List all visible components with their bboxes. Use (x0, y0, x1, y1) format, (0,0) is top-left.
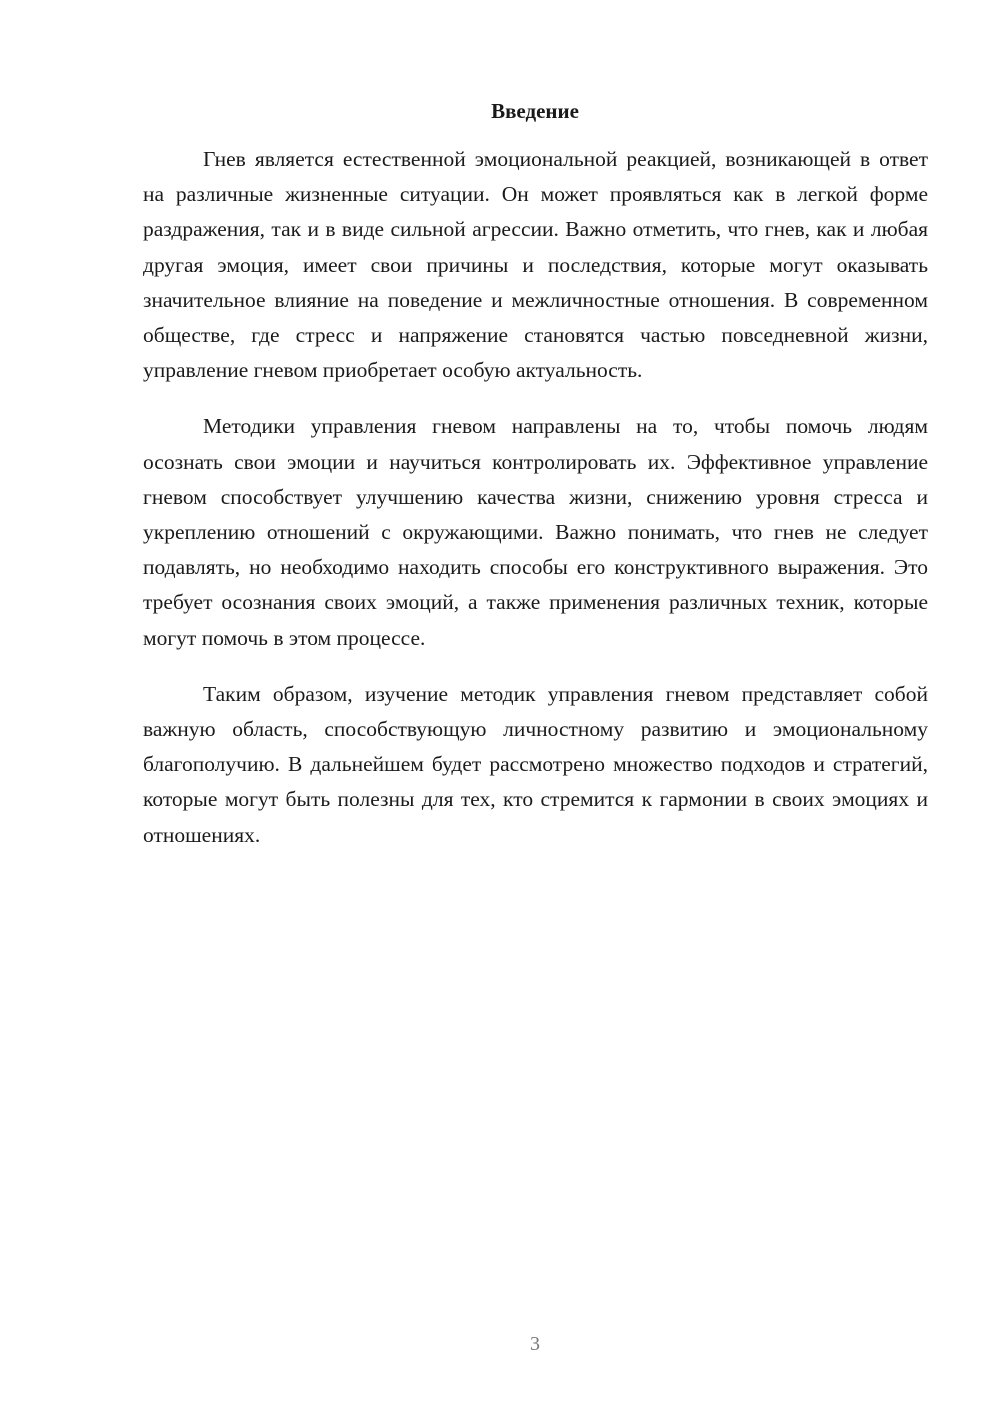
paragraph-1: Гнев является естественной эмоциональной реакцией, возникающей в ответ на различные жизненные ситуации. Он может проявляться как в легкой форме раздражения, так и в виде сильной агрессии. Важно отметить, что гнев, как и любая другая эмоция, имеет свои причины и последствия, которые могут оказывать значительное влияние на поведение и межличностные отношения. В современном обществе, где стресс и напряжение становятся частью повседневной жизни, управление гневом приобретает особую актуальность. (143, 147, 928, 383)
page-number: 3 (530, 1333, 540, 1355)
paragraph-3: Таким образом, изучение методик управления гневом представляет собой важную область, способствующую личностному развитию и эмоциональному благополучию. В дальнейшем будет рассмотрено множество подходов и стратегий, которые могут быть полезны для тех, кто стремится к гармонии в своих эмоциях и отношениях. (143, 681, 928, 847)
body-text (143, 142, 928, 853)
paragraph-2: Методики управления гневом направлены на то, чтобы помочь людям осознать свои эмоции и научиться контролировать их. Эффективное управление гневом способствует улучшению качества жизни, снижению уровня стресса и укреплению отношений с окружающими. Важно понимать, что гнев не следует подавлять, но необходимо находить способы его конструктивного выражения. Это требует осознания своих эмоций, а также применения различных техник, которые могут помочь в этом процессе. (143, 414, 928, 650)
section-heading: Введение (491, 99, 579, 123)
